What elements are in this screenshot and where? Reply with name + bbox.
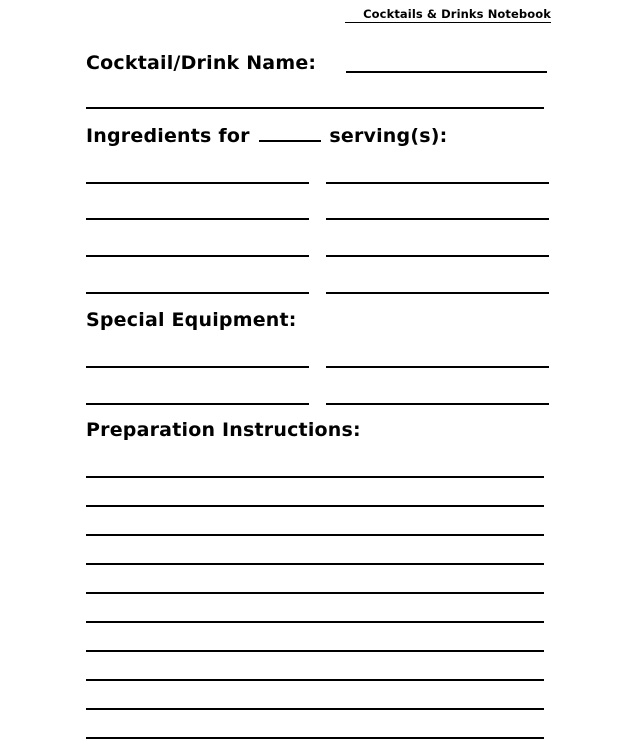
ingredient-line-right-2[interactable]: [326, 218, 549, 220]
ingredients-heading: [86, 125, 447, 147]
instruction-line-6[interactable]: [86, 621, 544, 623]
ingredient-line-left-3[interactable]: [86, 255, 309, 257]
drink-name-field-line-2[interactable]: [86, 107, 544, 109]
instruction-line-2[interactable]: [86, 505, 544, 507]
ingredient-line-left-2[interactable]: [86, 218, 309, 220]
equipment-line-left-1[interactable]: [86, 366, 309, 368]
instruction-line-5[interactable]: [86, 592, 544, 594]
notebook-title: Cocktails & Drinks Notebook: [345, 7, 551, 23]
ingredients-label-before: Ingredients for: [86, 125, 250, 147]
instruction-line-7[interactable]: [86, 650, 544, 652]
ingredient-line-right-1[interactable]: [326, 182, 549, 184]
drink-name-label: Cocktail/Drink Name:: [86, 52, 317, 74]
ingredient-line-left-1[interactable]: [86, 182, 309, 184]
equipment-line-left-2[interactable]: [86, 403, 309, 405]
equipment-line-right-1[interactable]: [326, 366, 549, 368]
ingredient-line-right-3[interactable]: [326, 255, 549, 257]
instruction-line-3[interactable]: [86, 534, 544, 536]
instruction-line-9[interactable]: [86, 708, 544, 710]
drink-name-field[interactable]: [346, 71, 547, 73]
instruction-line-1[interactable]: [86, 476, 544, 478]
equipment-line-right-2[interactable]: [326, 403, 549, 405]
instructions-heading: Preparation Instructions:: [86, 419, 361, 441]
ingredients-label-after: serving(s):: [329, 125, 448, 147]
servings-field[interactable]: [259, 126, 321, 142]
ingredient-line-left-4[interactable]: [86, 292, 309, 294]
equipment-heading: Special Equipment:: [86, 309, 297, 331]
ingredient-line-right-4[interactable]: [326, 292, 549, 294]
instruction-line-8[interactable]: [86, 679, 544, 681]
instruction-line-4[interactable]: [86, 563, 544, 565]
instruction-line-10[interactable]: [86, 737, 544, 739]
